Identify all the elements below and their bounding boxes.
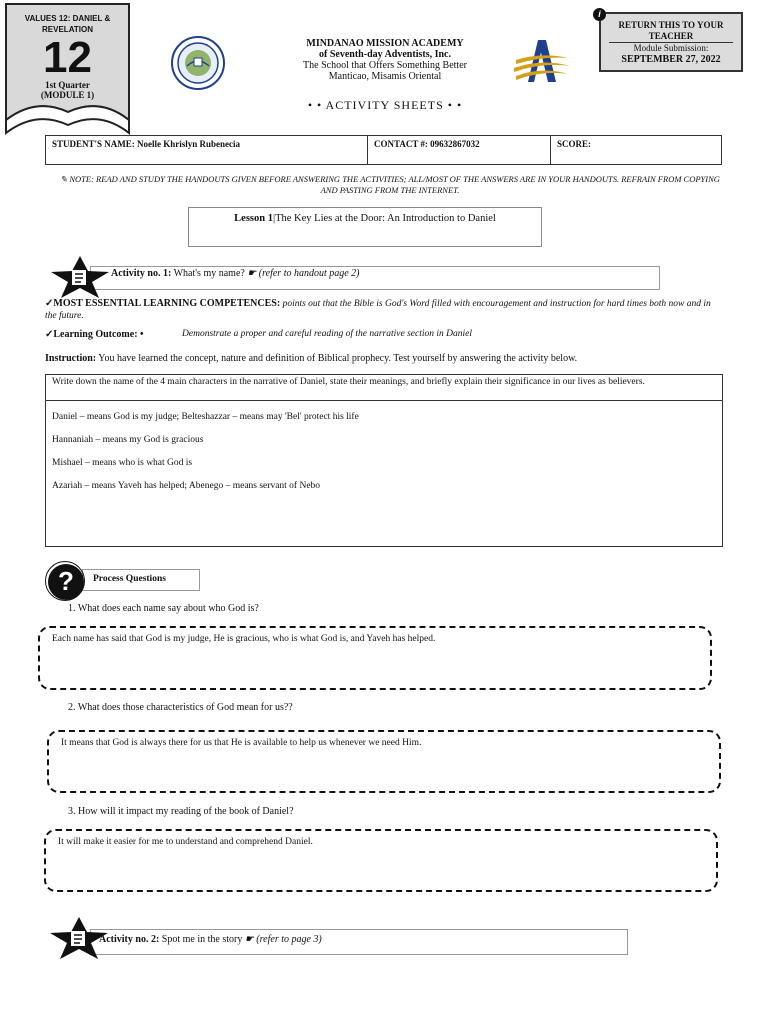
badge-module-label: (MODULE 1)	[40, 90, 95, 100]
activity2-ref: ☛ (refer to page 3)	[244, 934, 322, 945]
competence-text	[45, 298, 715, 322]
outcome-label: ✓Learning Outcome: •	[45, 329, 144, 340]
student-info-table	[45, 135, 722, 165]
answer-box-1[interactable]	[38, 626, 712, 690]
answer-3-text: It will make it easier for me to understand and comprehend Daniel.	[58, 837, 313, 847]
activity1-label: Activity no. 1:	[111, 268, 172, 279]
school-tagline: The School that Offers Something Better	[303, 60, 467, 71]
activity2-label: Activity no. 2:	[99, 934, 160, 945]
sheet-title: • • ACTIVITY SHEETS • •	[307, 98, 463, 112]
school-seal-logo	[170, 36, 226, 90]
adventist-logo	[512, 38, 570, 86]
submission-label: Module Submission:	[633, 43, 709, 53]
instruction-body: You have learned the concept, nature and definition of Biblical prophecy. Test yourself by answering the activity below.	[96, 353, 578, 364]
return-notice	[599, 12, 743, 72]
lesson-box	[188, 207, 542, 247]
answer-azariah[interactable]: Azariah – means Yaveh has helped; Abenego – means servant of Nebo	[52, 481, 321, 491]
question-mark-icon: ?	[48, 564, 84, 600]
question-1: 1. What does each name say about who God is?	[68, 603, 259, 614]
student-name[interactable]: STUDENT'S NAME: Noelle Khrislyn Rubenecia	[46, 136, 368, 164]
activity2-title: Spot me in the story	[159, 934, 245, 945]
answer-box-3[interactable]	[44, 829, 718, 892]
activity1-header	[90, 266, 660, 290]
school-location: Manticao, Misamis Oriental	[328, 71, 442, 82]
learning-outcome	[45, 329, 715, 340]
instruction-label: Instruction:	[45, 353, 97, 364]
competence-body: points out that the Bible is God's Word filled with encouragement and instruction for hard times both now and in the future.	[45, 299, 711, 321]
activity1-ref: ☛ (refer to handout page 2)	[247, 268, 360, 279]
answer-mishael[interactable]: Mishael – means who is what God is	[52, 458, 193, 468]
activity2-header	[90, 929, 628, 955]
instruction-text	[45, 353, 725, 364]
school-name: MINDANAO MISSION ACADEMY	[306, 38, 464, 49]
outcome-body: Demonstrate a proper and careful reading of the narrative section in Daniel	[182, 329, 472, 339]
return-title: RETURN THIS TO YOUR TEACHER	[618, 20, 724, 41]
badge-quarter	[4, 80, 131, 100]
school-org: of Seventh-day Adventists, Inc.	[319, 49, 451, 60]
competence-label: ✓MOST ESSENTIAL LEARNING COMPETENCES:	[45, 298, 281, 309]
lesson-title: |The Key Lies at the Door: An Introduction to Daniel	[272, 213, 496, 224]
badge-quarter-label: 1st Quarter	[45, 80, 90, 90]
question-3: 3. How will it impact my reading of the book of Daniel?	[68, 806, 294, 817]
question-2: 2. What does those characteristics of God mean for us??	[68, 702, 293, 713]
answer-box-2[interactable]	[47, 730, 721, 793]
table-prompt: Write down the name of the 4 main characters in the narrative of Daniel, state their meanings, and briefly explain their significance in our lives as believers.	[46, 375, 722, 401]
star-activity-icon-2	[48, 916, 110, 960]
star-activity-icon	[49, 255, 111, 299]
answer-1-text: Each name has said that God is my judge, He is gracious, who is what God is, and Yaveh has helped.	[52, 634, 436, 644]
student-contact[interactable]: CONTACT #: 09632867032	[368, 136, 551, 164]
process-questions-header	[82, 569, 200, 591]
badge-grade: 12	[43, 33, 92, 82]
answer-daniel[interactable]: Daniel – means God is my judge; Belteshazzar – means may 'Bel' protect his life	[52, 412, 359, 422]
student-score[interactable]: SCORE:	[557, 139, 592, 149]
badge-subject: VALUES 12: DANIEL & REVELATION	[24, 14, 111, 34]
note-text: ✎ NOTE: READ AND STUDY THE HANDOUTS GIVEN BEFORE ANSWERING THE ACTIVITIES; ALL/MOST OF THE ANSWERS ARE IN YOUR HANDOUTS. REFRAIN FROM COPYING AND PASTING FROM THE INTERNET.	[60, 174, 720, 195]
school-header	[260, 38, 510, 82]
answer-hannaniah[interactable]: Hannaniah – means my God is gracious	[52, 435, 204, 445]
info-icon: i	[593, 8, 606, 21]
lesson-label: Lesson 1	[234, 213, 273, 224]
submission-date: SEPTEMBER 27, 2022	[621, 54, 721, 65]
activity1-title: What's my name?	[171, 268, 248, 279]
activity1-table	[45, 374, 723, 547]
process-questions-label: Process Questions	[93, 574, 166, 584]
answer-2-text: It means that God is always there for us that He is available to help us whenever we need Him.	[61, 738, 422, 748]
